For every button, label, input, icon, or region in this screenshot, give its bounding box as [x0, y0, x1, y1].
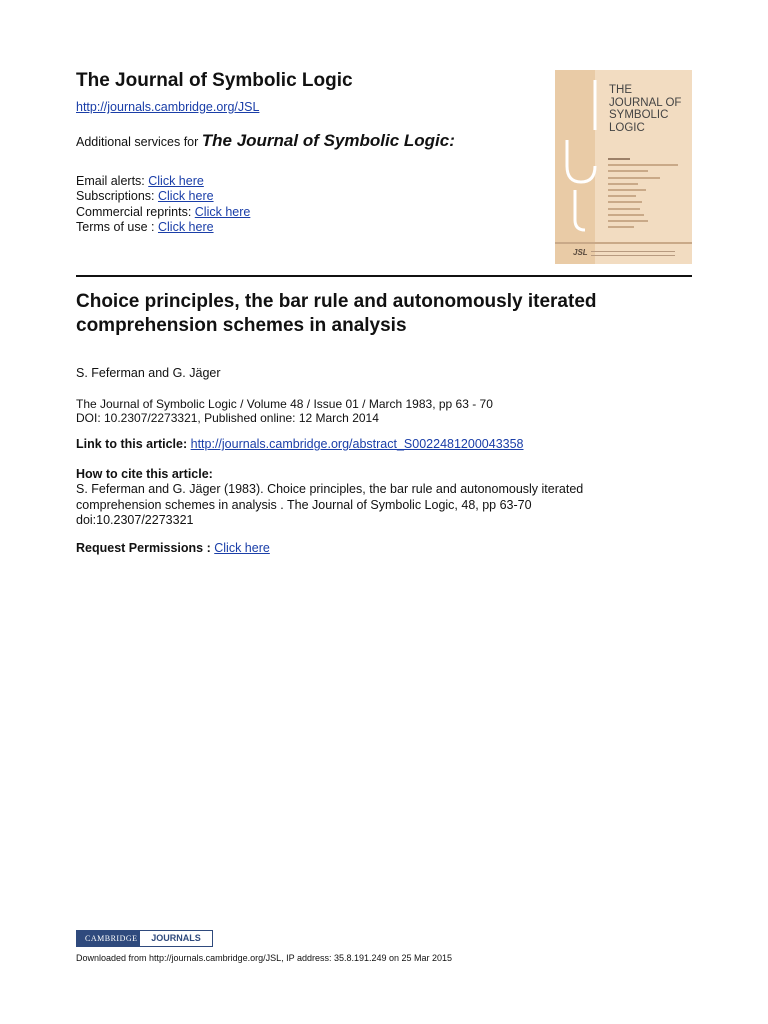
journal-cover-image — [555, 70, 692, 264]
cover-editors — [608, 158, 686, 232]
service-row-subscriptions — [76, 189, 250, 204]
cambridge-journals-logo — [76, 930, 213, 947]
additional-services-prefix: Additional services for — [76, 135, 202, 149]
service-row-email — [76, 174, 250, 189]
article-link-label: Link to this article: — [76, 437, 188, 451]
cite-text — [76, 482, 676, 529]
permissions-link[interactable]: Click here — [214, 541, 270, 555]
cover-title-line: SYMBOLIC — [609, 109, 669, 121]
download-notice: Downloaded from http://journals.cambridge.org/JSL, IP address: 35.8.191.249 on 25 Mar 2015 — [76, 953, 453, 963]
journal-title: The Journal of Symbolic Logic — [76, 70, 353, 91]
permissions-label: Request Permissions : — [76, 541, 211, 555]
services-list — [76, 174, 250, 235]
article-link-line — [76, 437, 524, 451]
article-title: Choice principles, the bar rule and autonomously iterated comprehension schemes in analysis — [76, 291, 597, 336]
logo-journals: JOURNALS — [140, 931, 212, 946]
service-row-reprints — [76, 205, 250, 220]
terms-of-use-link[interactable]: Click here — [157, 219, 214, 234]
cite-line: doi:10.2307/2273321 — [76, 513, 194, 527]
doi-line: DOI: 10.2307/2273321, Published online: 12 March 2014 — [76, 410, 379, 425]
cover-title-line: THE — [609, 84, 632, 96]
service-label: Subscriptions: — [76, 189, 158, 204]
permissions-line — [76, 541, 270, 555]
commercial-reprints-link[interactable]: Click here — [194, 204, 251, 219]
cover-divider — [555, 242, 692, 244]
cover-title-line: LOGIC — [609, 121, 645, 134]
cover-jsl-logo: JSL — [573, 248, 588, 257]
publication-info — [76, 398, 493, 426]
service-row-terms — [76, 220, 250, 235]
cite-line: comprehension schemes in analysis . The Journal of Symbolic Logic, 48, pp 63-70 — [76, 497, 532, 512]
logo-cambridge: CAMBRIDGE — [77, 931, 140, 946]
cite-line: S. Feferman and G. Jäger (1983). Choice principles, the bar rule and autonomously iterated — [76, 482, 584, 496]
service-label: Commercial reprints: — [76, 204, 195, 219]
cover-title-line: JOURNAL OF — [609, 96, 682, 109]
additional-services-journal: The Journal of Symbolic Logic: — [201, 131, 455, 150]
subscriptions-link[interactable]: Click here — [157, 189, 214, 204]
header-divider — [76, 275, 692, 277]
article-authors: S. Feferman and G. Jäger — [76, 366, 221, 380]
additional-services-line — [76, 131, 455, 151]
email-alerts-link[interactable]: Click here — [148, 174, 204, 188]
volume-line: The Journal of Symbolic Logic / Volume 48 / Issue 01 / March 1983, pp 63 - 70 — [76, 397, 493, 411]
journal-url-link[interactable]: http://journals.cambridge.org/JSL — [76, 100, 260, 114]
cite-heading: How to cite this article: — [76, 467, 213, 481]
service-label: Email alerts: — [76, 174, 149, 188]
cover-title — [609, 84, 689, 134]
article-link[interactable]: http://journals.cambridge.org/abstract_S0022481200043358 — [190, 437, 524, 451]
service-label: Terms of use : — [76, 219, 158, 234]
